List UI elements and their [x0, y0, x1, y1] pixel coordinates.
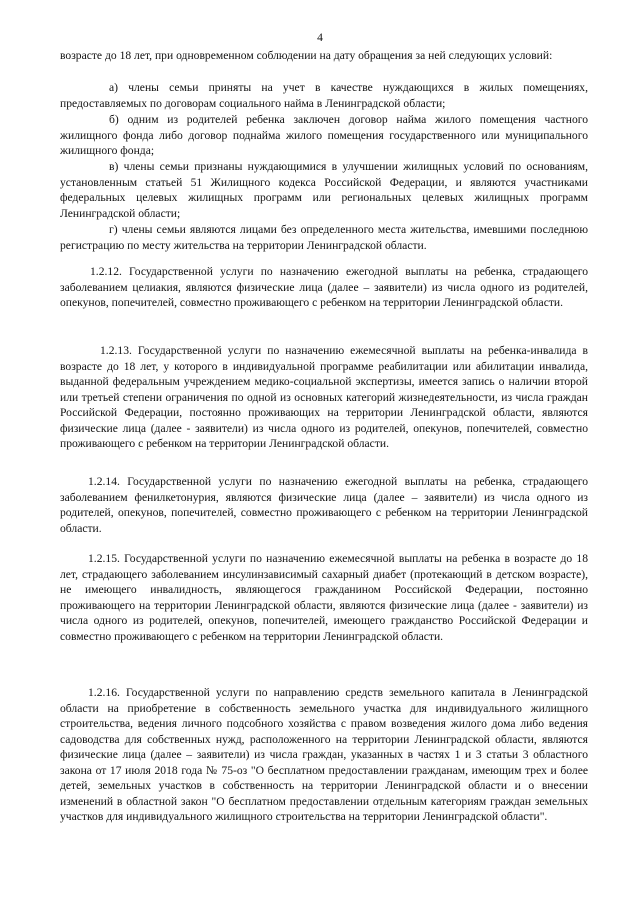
section-1-2-15: 1.2.15. Государственной услуги по назначению ежемесячной выплаты на ребенка в возрасте до 18 лет, страдающего заболеванием инсулинзависимый сахарный диабет (протекающий в детском возрасте), не имеющего инвалидность, являющегося гражданином Российской Федерации, постоянно проживающего на территории Ленинградской области, являются физические лица (далее - заявители) из числа одного из родителей, опекунов, попечителей, имеющего гражданство Российской Федерации и совместно проживающего с ребенком на территории Ленинградской области. [60, 552, 588, 643]
section-1-2-12: 1.2.12. Государственной услуги по назначению ежегодной выплаты на ребенка, страдающего заболеванием целиакия, являются физические лица (далее – заявители) из числа одного из родителей, опекунов, попечителей, совместно проживающего с ребенком на территории Ленинградской области. [60, 265, 588, 309]
section-1-2-16: 1.2.16. Государственной услуги по направлению средств земельного капитала в Ленинградской области на приобретение в собственность земельного участка для индивидуального жилищного строительства, ведения личного подсобного хозяйства с правом возведения жилого дома либо ведения садоводства для собственных нужд, расположенного на территории Ленинградской области, являются физические лица (далее – заявители) из числа граждан, указанных в частях 1 и 3 статьи 3 областного закона от 17 июля 2018 года № 75-оз "О бесплатном предоставлении гражданам, имеющим трех и более детей, земельных участков в собственность на территории Ленинградской области и о внесении изменений в областной закон "О бесплатном предоставлении отдельным категориям граждан земельных участков для индивидуального жилищного строительства на территории Ленинградской области". [60, 686, 588, 823]
condition-item-b: б) одним из родителей ребенка заключен договор найма жилого помещения частного жилищного фонда либо договор поднайма жилого помещения государственного или муниципального жилищного фонда; [60, 113, 588, 157]
condition-item-g: г) члены семьи являются лицами без определенного места жительства, имевшими последнюю регистрацию по месту жительства на территории Ленинградской области. [60, 223, 588, 252]
condition-item-v: в) члены семьи признаны нуждающимися в улучшении жилищных условий по основаниям, установленным статьей 51 Жилищного кодекса Российской Федерации, и являются участниками федеральных целевых жилищных программ или региональных целевых жилищных программ Ленинградской области; [60, 160, 588, 220]
section-1-2-13: 1.2.13. Государственной услуги по назначению ежемесячной выплаты на ребенка-инвалида в возрасте до 18 лет, у которого в индивидуальной программе реабилитации или абилитации инвалида, выданной федеральным учреждением медико-социальной экспертизы, имеется запись о наличии второй или третьей степени ограничения по одной из основных категорий жизнедеятельности, из числа граждан Российской Федерации, постоянно проживающих на территории Ленинградской области, являются физические лица (далее - заявители) из числа одного из родителей, опекунов, попечителей, совместно проживающего с ребенком на территории Ленинградской области. [60, 344, 588, 450]
intro-paragraph: возрасте до 18 лет, при одновременном соблюдении на дату обращения за ней следующих условий: [60, 49, 553, 62]
page-number: 4 [317, 31, 323, 44]
section-1-2-14: 1.2.14. Государственной услуги по назначению ежегодной выплаты на ребенка, страдающего заболеванием фенилкетонурия, являются физические лица (далее – заявители) из числа одного из родителей, опекунов, попечителей, совместно проживающего с ребенком на территории Ленинградской области. [60, 475, 588, 535]
condition-item-a: а) члены семьи приняты на учет в качестве нуждающихся в жилых помещениях, предоставляемых по договорам социального найма в Ленинградской области; [60, 81, 588, 110]
